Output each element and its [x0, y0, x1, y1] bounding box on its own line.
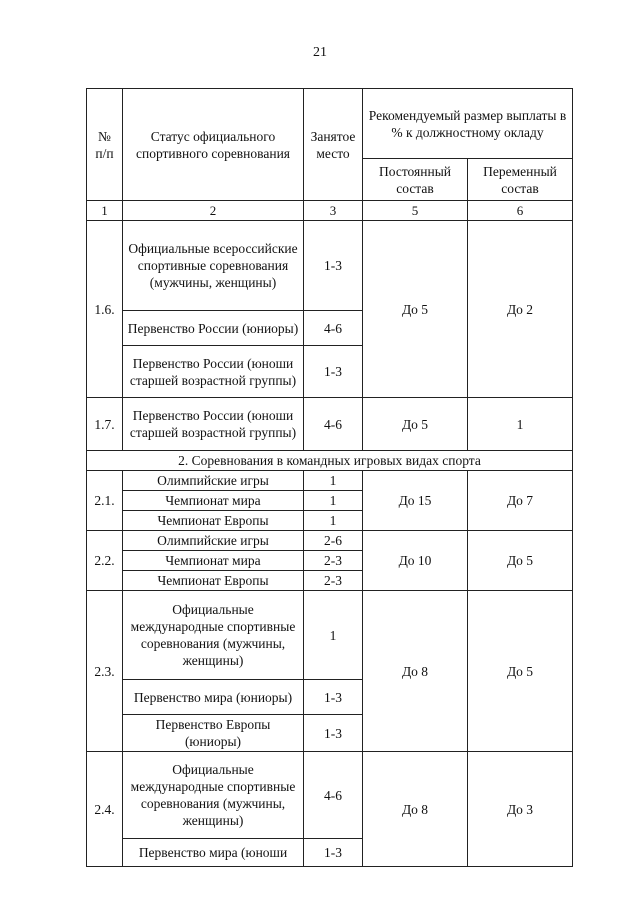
header-status: Статус официального спортивного соревнования [123, 89, 304, 201]
row-pay-variable: До 5 [468, 591, 573, 752]
header-variable: Переменный состав [468, 159, 573, 201]
header-num: № п/п [87, 89, 123, 201]
row-place: 1 [304, 491, 363, 511]
row-pay-permanent: До 15 [363, 471, 468, 531]
row-pay-permanent: До 8 [363, 752, 468, 867]
row-num: 1.6. [87, 221, 123, 398]
row-status: Чемпионат Европы [123, 511, 304, 531]
row-status: Официальные международные спортивные соревнования (мужчины, женщины) [123, 591, 304, 680]
row-status: Чемпионат мира [123, 551, 304, 571]
row-status: Олимпийские игры [123, 531, 304, 551]
row-place: 1 [304, 591, 363, 680]
payment-table [86, 88, 573, 867]
row-pay-variable: До 7 [468, 471, 573, 531]
row-status: Первенство России (юниоры) [123, 311, 304, 346]
header-payment: Рекомендуемый размер выплаты в % к должностному окладу [363, 89, 573, 159]
row-pay-permanent: До 5 [363, 398, 468, 451]
row-place: 2-3 [304, 551, 363, 571]
row-num: 2.1. [87, 471, 123, 531]
row-place: 1-3 [304, 839, 363, 867]
row-pay-variable: До 5 [468, 531, 573, 591]
row-status: Чемпионат Европы [123, 571, 304, 591]
row-pay-variable: До 2 [468, 221, 573, 398]
row-status: Официальные международные спортивные соревнования (мужчины, женщины) [123, 752, 304, 839]
row-pay-variable: 1 [468, 398, 573, 451]
index-cell: 1 [87, 201, 123, 221]
row-place: 1 [304, 471, 363, 491]
row-place: 1-3 [304, 346, 363, 398]
row-place: 2-3 [304, 571, 363, 591]
row-status: Чемпионат мира [123, 491, 304, 511]
row-place: 2-6 [304, 531, 363, 551]
row-place: 4-6 [304, 398, 363, 451]
row-status: Первенство Европы (юниоры) [123, 715, 304, 752]
row-num: 2.2. [87, 531, 123, 591]
row-place: 1 [304, 511, 363, 531]
row-place: 4-6 [304, 752, 363, 839]
row-num: 2.3. [87, 591, 123, 752]
row-place: 1-3 [304, 680, 363, 715]
row-status: Первенство мира (юноши [123, 839, 304, 867]
index-cell: 5 [363, 201, 468, 221]
row-pay-variable: До 3 [468, 752, 573, 867]
page-number: 21 [313, 45, 327, 60]
row-status: Первенство мира (юниоры) [123, 680, 304, 715]
row-pay-permanent: До 8 [363, 591, 468, 752]
row-pay-permanent: До 5 [363, 221, 468, 398]
row-pay-permanent: До 10 [363, 531, 468, 591]
row-status: Первенство России (юноши старшей возрастной группы) [123, 398, 304, 451]
index-cell: 2 [123, 201, 304, 221]
row-place: 1-3 [304, 715, 363, 752]
row-place: 1-3 [304, 221, 363, 311]
row-num: 1.7. [87, 398, 123, 451]
index-cell: 6 [468, 201, 573, 221]
header-permanent: Постоянный состав [363, 159, 468, 201]
row-place: 4-6 [304, 311, 363, 346]
header-place: Занятое место [304, 89, 363, 201]
row-status: Олимпийские игры [123, 471, 304, 491]
row-num: 2.4. [87, 752, 123, 867]
row-status: Официальные всероссийские спортивные соревнования (мужчины, женщины) [123, 221, 304, 311]
section-heading: 2. Соревнования в командных игровых видах спорта [87, 451, 573, 471]
index-cell: 3 [304, 201, 363, 221]
row-status: Первенство России (юноши старшей возрастной группы) [123, 346, 304, 398]
